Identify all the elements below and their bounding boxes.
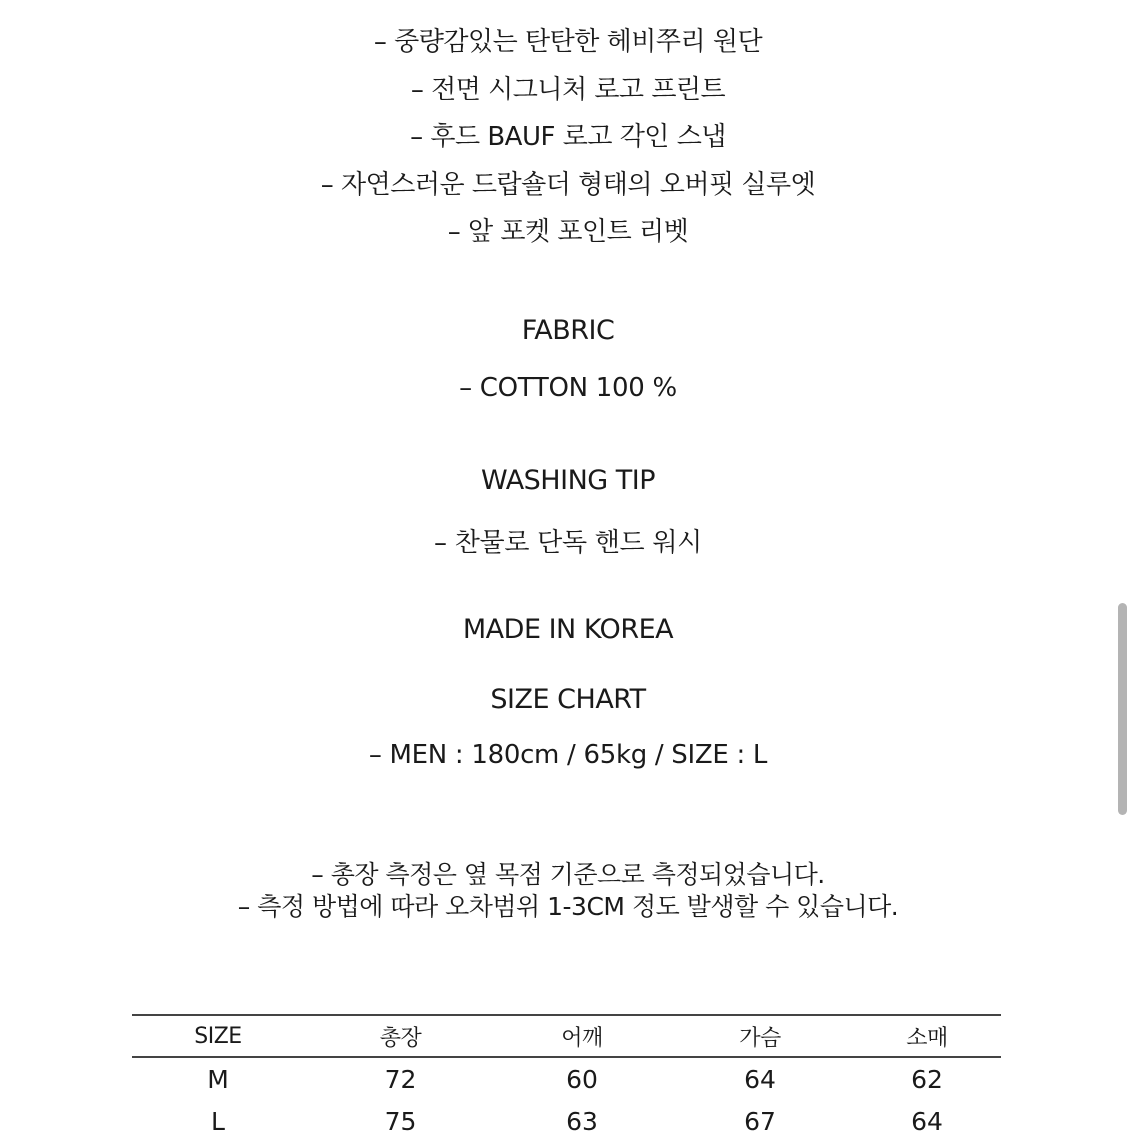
- measurement-note-1: – 총장 측정은 옆 목점 기준으로 측정되었습니다.: [311, 860, 825, 889]
- model-info: – MEN : 180cm / 65kg / SIZE : L: [368, 740, 768, 770]
- table-row: [132, 1057, 1001, 1100]
- feature-line-2: – 전면 시그니처 로고 프린트: [410, 75, 726, 105]
- size-table: [132, 1014, 1001, 1142]
- table-cell: 64: [744, 1064, 776, 1094]
- feature-line-3: – 후드 BAUF 로고 각인 스냅: [410, 122, 726, 152]
- table-cell: 60: [566, 1064, 598, 1094]
- size-chart-heading: SIZE CHART: [490, 684, 646, 715]
- table-cell: 62: [911, 1064, 943, 1094]
- table-cell: 63: [566, 1106, 598, 1136]
- table-cell: 64: [911, 1106, 943, 1136]
- feature-line-5: – 앞 포켓 포인트 리벳: [447, 217, 689, 247]
- table-cell: M: [207, 1064, 229, 1094]
- feature-line-1: – 중량감있는 탄탄한 헤비쭈리 원단: [373, 27, 763, 57]
- fabric-value: – COTTON 100 %: [459, 373, 677, 403]
- col-header-length: 총장: [304, 1015, 497, 1057]
- washing-value: – 찬물로 단독 핸드 워시: [434, 528, 702, 558]
- feature-line-4: – 자연스러운 드랍숄더 형태의 오버핏 실루엣: [320, 170, 816, 200]
- col-header-sleeve: 소매: [853, 1015, 1001, 1057]
- measurement-note-2: – 측정 방법에 따라 오차범위 1-3CM 정도 발생할 수 있습니다.: [237, 892, 899, 921]
- scrollbar-thumb[interactable]: [1118, 603, 1127, 815]
- table-cell: 75: [384, 1106, 417, 1136]
- fabric-heading: FABRIC: [521, 315, 615, 346]
- col-header-shoulder: 어깨: [497, 1015, 667, 1057]
- col-header-size: SIZE: [132, 1015, 304, 1057]
- table-cell: 72: [384, 1064, 417, 1094]
- table-header-row: [132, 1015, 1001, 1057]
- origin-label: MADE IN KOREA: [462, 614, 674, 645]
- table-cell: 67: [744, 1106, 776, 1136]
- col-header-chest: 가슴: [667, 1015, 853, 1057]
- washing-heading: WASHING TIP: [480, 465, 656, 496]
- table-cell: L: [211, 1106, 225, 1136]
